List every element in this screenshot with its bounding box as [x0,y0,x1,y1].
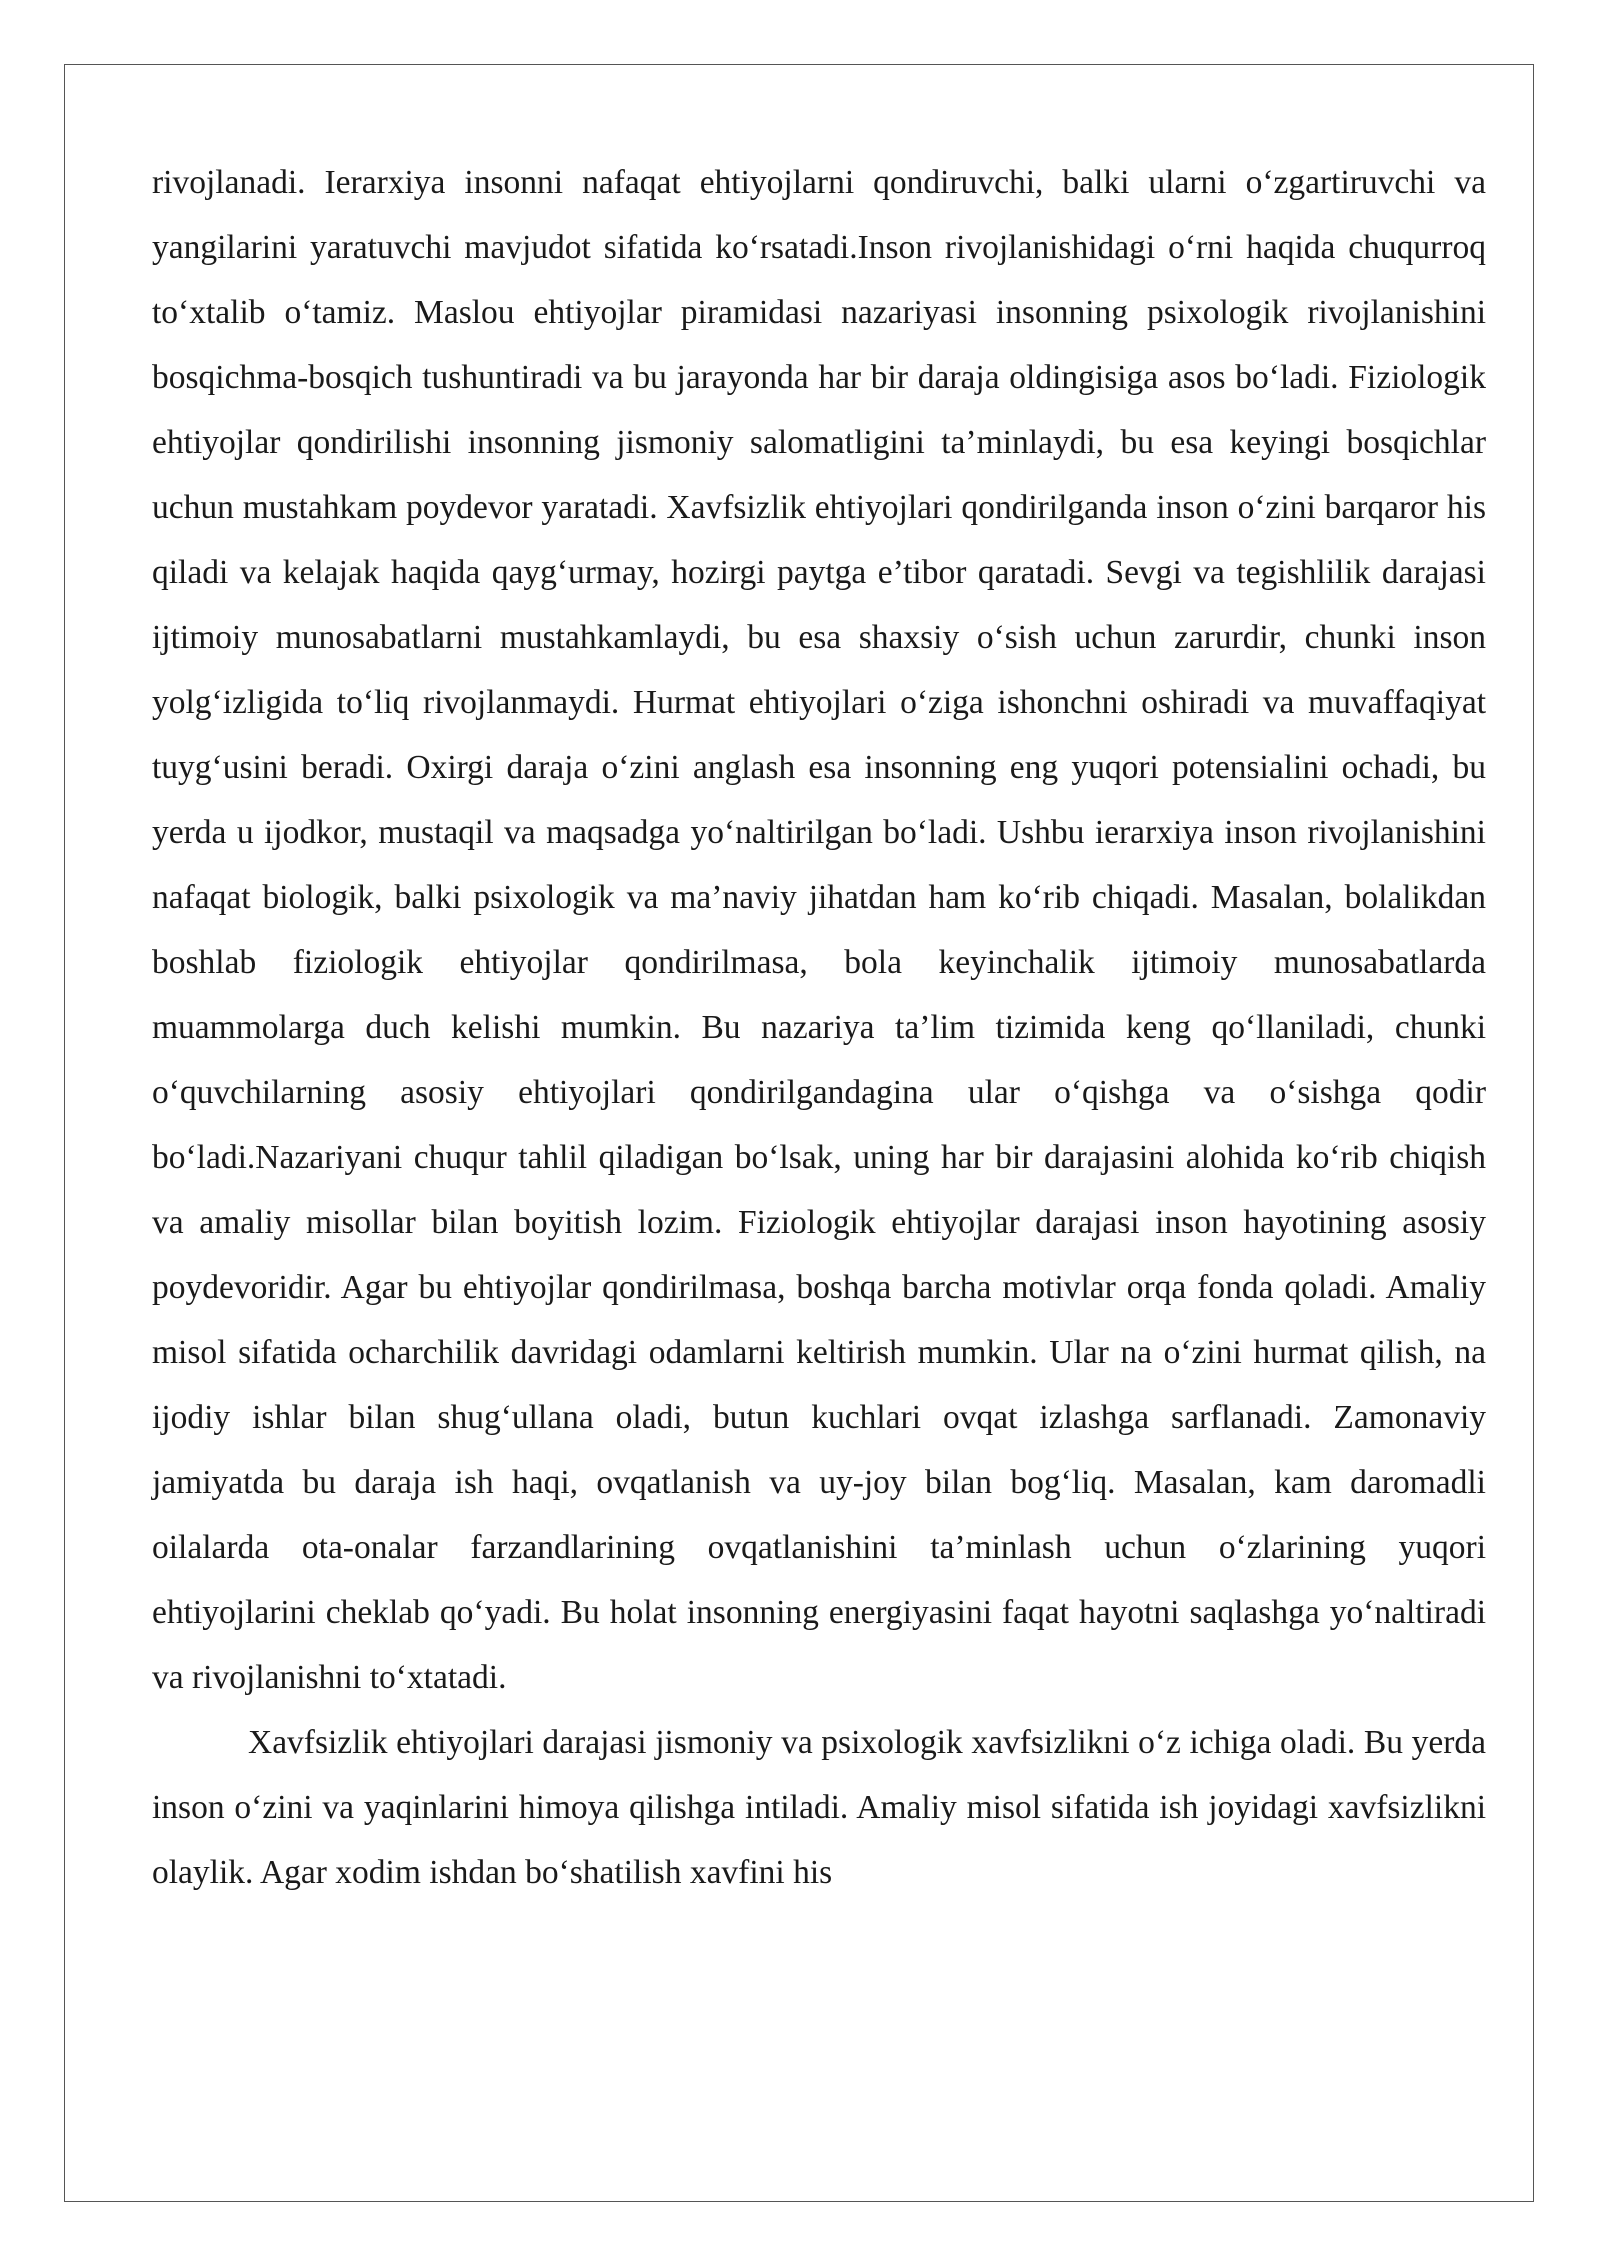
paragraph-indented: Xavfsizlik ehtiyojlari darajasi jismoniy va psixologik xavfsizlikni o‘z ichiga oladi. Bu yerda inson o‘zini va yaqinlarini himoya qilishga intiladi. Amaliy misol sifatida ish joyidagi xavfsizlikni olaylik. Agar xodim ishdan bo‘shatilish xavfini his [152,1724,1486,1891]
paragraph: rivojlanadi. Ierarxiya insonni nafaqat ehtiyojlarni qondiruvchi, balki ularni o‘zgartiruvchi va yangilarini yaratuvchi mavjudot sifatida ko‘rsatadi.Inson rivojlanishidagi o‘rni haqida chuqurroq to‘xtalib o‘tamiz. Maslou ehtiyojlar piramidasi nazariyasi insonning psixologik rivojlanishini bosqichma-bosqich tushuntiradi va bu jarayonda har bir daraja oldingisiga asos bo‘ladi. Fiziologik ehtiyojlar qondirilishi insonning jismoniy salomatligini ta’minlaydi, bu esa keyingi bosqichlar uchun mustahkam poydevor yaratadi. Xavfsizlik ehtiyojlari qondirilganda inson o‘zini barqaror his qiladi va kelajak haqida qayg‘urmay, hozirgi paytga e’tibor qaratadi. Sevgi va tegishlilik darajasi ijtimoiy munosabatlarni mustahkamlaydi, bu esa shaxsiy o‘sish uchun zarurdir, chunki inson yolg‘izligida to‘liq rivojlanmaydi. Hurmat ehtiyojlari o‘ziga ishonchni oshiradi va muvaffaqiyat tuyg‘usini beradi. Oxirgi daraja o‘zini anglash esa insonning eng yuqori potensialini ochadi, bu yerda u ijodkor, mustaqil va maqsadga yo‘naltirilgan bo‘ladi. Ushbu ierarxiya inson rivojlanishini nafaqat biologik, balki psixologik va ma’naviy jihatdan ham ko‘rib chiqadi. Masalan, bolalikdan boshlab fiziologik ehtiyojlar qondirilmasa, bola keyinchalik ijtimoiy munosabatlarda muammolarga duch kelishi mumkin. Bu nazariya ta’lim tizimida keng qo‘llaniladi, chunki o‘quvchilarning asosiy ehtiyojlari qondirilgandagina ular o‘qishga va o‘sishga qodir bo‘ladi.Nazariyani chuqur tahlil qiladigan bo‘lsak, uning har bir darajasini alohida ko‘rib chiqish va amaliy misollar bilan boyitish lozim. Fiziologik ehtiyojlar darajasi inson hayotining asosiy poydevoridir. Agar bu ehtiyojlar qondirilmasa, boshqa barcha motivlar orqa fonda qoladi. Amaliy misol sifatida ocharchilik davridagi odamlarni keltirish mumkin. Ular na o‘zini hurmat qilish, na ijodiy ishlar bilan shug‘ullana oladi, butun kuchlari ovqat izlashga sarflanadi. Zamonaviy jamiyatda bu daraja ish haqi, ovqatlanish va uy-joy bilan bog‘liq. Masalan, kam daromadli oilalarda ota-onalar farzandlarining ovqatlanishini ta’minlash uchun o‘zlarining yuqori ehtiyojlarini cheklab qo‘yadi. Bu holat insonning energiyasini faqat hayotni saqlashga yo‘naltiradi va rivojlanishni to‘xtatadi. [152,164,1486,1696]
document-body [152,150,1486,1905]
